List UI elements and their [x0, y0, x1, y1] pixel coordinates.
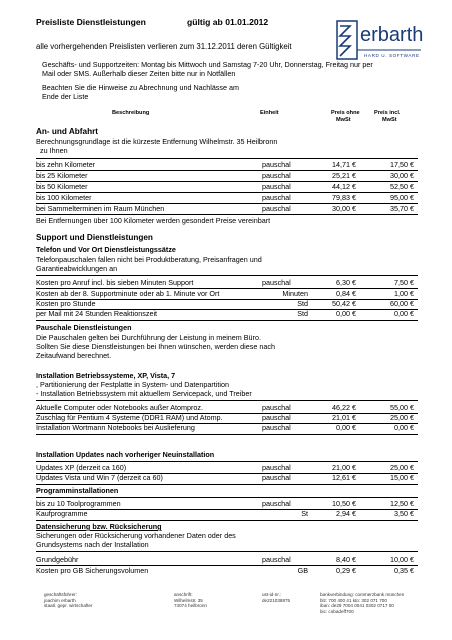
row-desc: Kosten ab der 8. Supportminute oder ab 1. Minute vor Ort [36, 289, 220, 298]
row-unit: pauschal [262, 278, 291, 287]
footer-text: staatl. gepr. wirtschafter [44, 603, 93, 609]
footer-text: bic: cobadeff700 [320, 608, 354, 614]
row-net: 44,12 € [332, 182, 356, 191]
backup-title: Datensicherung bzw. Rücksicherung [36, 522, 162, 531]
row-desc: bis 25 Kilometer [36, 171, 88, 180]
validity-notice: alle vorhergehenden Preislisten verlieren zum 31.12.2011 deren Gültigkeit [36, 42, 292, 51]
valid-date: gültig ab 01.01.2012 [187, 17, 269, 27]
table-rule [36, 484, 418, 485]
row-desc: Aktuelle Computer oder Notebooks außer Atomproz. [36, 403, 203, 412]
travel-note-1: Berechnungsgrundlage ist die kürzeste Entfernung Wilhelmstr. 35 Heilbronn [36, 137, 278, 146]
row-unit: pauschal [262, 473, 291, 482]
row-unit: Std [297, 299, 308, 308]
row-gross: 12,50 € [390, 499, 414, 508]
col-header-unit: Einheit [260, 110, 279, 116]
row-gross: 0,35 € [394, 566, 414, 575]
row-desc: bis zehn Kilometer [36, 160, 96, 169]
programs-title: Programminstallationen [36, 486, 119, 495]
row-desc: Kosten pro Anruf incl. bis sieben Minuten Support [36, 278, 194, 287]
row-gross: 7,50 € [394, 278, 414, 287]
col-header-net: Preis ohne [331, 110, 360, 116]
table-rule [36, 158, 418, 159]
support-hours-line1: Geschäfts- und Supportzeiten: Montag bis Mittwoch und Samstag 7-20 Uhr, Donnerstag, Freitag nur per [42, 60, 373, 69]
table-rule [36, 170, 418, 171]
table-rule [36, 192, 418, 193]
row-gross: 25,00 € [390, 413, 414, 422]
table-rule [36, 400, 418, 401]
row-net: 14,71 € [332, 160, 356, 169]
row-unit: pauschal [262, 182, 291, 191]
table-rule [36, 509, 418, 510]
footer-text: 74074 heilbronn [174, 603, 207, 609]
row-desc: bis 100 Kilometer [36, 193, 92, 202]
row-net: 21,01 € [332, 413, 356, 422]
row-desc: Updates XP (derzeit ca 160) [36, 463, 127, 472]
row-net: 6,30 € [336, 278, 356, 287]
row-gross: 17,50 € [390, 160, 414, 169]
row-net: 21,00 € [332, 463, 356, 472]
row-unit: pauschal [262, 423, 291, 432]
row-gross: 10,00 € [390, 555, 414, 564]
table-rule [36, 275, 418, 276]
page-title: Preisliste Dienstleistungen [36, 17, 146, 27]
row-unit: pauschal [262, 413, 291, 422]
backup-note-2: Grundsystems nach der Installation [36, 540, 149, 549]
footer-text: geschäftsführer: [44, 592, 77, 597]
travel-note-2: zu Ihnen [40, 146, 68, 155]
footer-bank [320, 592, 404, 614]
footer-manager [44, 592, 93, 609]
row-net: 46,22 € [332, 403, 356, 412]
footer-text: ust-id-nr.: [262, 592, 282, 597]
onsite-note-1: Telefonpauschalen fallen nicht bei Produktberatung, Preisanfragen und [36, 255, 262, 264]
row-unit: Minuten [282, 289, 308, 298]
row-desc: bis zu 10 Toolprogrammen [36, 499, 121, 508]
row-net: 50,42 € [332, 299, 356, 308]
row-net: 2,94 € [336, 509, 356, 518]
row-unit: pauschal [262, 555, 291, 564]
flat-note-2: Sollten Sie diese Dienstleistungen bei Ihnen wünschen, werden diese nach [36, 342, 275, 351]
row-net: 8,40 € [336, 555, 356, 564]
row-unit: pauschal [262, 499, 291, 508]
table-rule [36, 214, 418, 215]
row-gross: 15,00 € [390, 473, 414, 482]
col-header-gross: Preis incl. [374, 110, 401, 116]
table-rule [36, 461, 418, 462]
table-rule [36, 434, 418, 435]
onsite-note-2: Garantieabwicklungen an [36, 264, 118, 273]
footer-text: joachim erbarth [44, 597, 76, 603]
travel-footnote: Bei Entfernungen über 100 Kilometer werden gesondert Preise vereinbart [36, 216, 271, 225]
row-net: 10,50 € [332, 499, 356, 508]
install-note-1: , Partitionierung der Festplatte in System- und Datenpartition [36, 380, 229, 389]
onsite-title: Telefon und Vor Ort Dienstleistungssätze [36, 245, 176, 254]
row-desc: per Mail mit 24 Stunden Reaktionszeit [36, 309, 158, 318]
footer-text: de221038875 [262, 597, 291, 603]
row-desc: bei Sammelterminen im Raum München [36, 204, 165, 213]
row-unit: St [301, 509, 308, 518]
row-unit: pauschal [262, 193, 291, 202]
billing-hint-line1: Beachten Sie die Hinweise zu Abrechnung und Nachlässe am [42, 83, 239, 92]
col-header-desc: Beschreibung [112, 110, 150, 116]
install-note-2: - Installation Betriebssystem mit aktuellem Servicepack, und Treiber [36, 389, 252, 398]
row-desc: Updates Vista und Win 7 (derzeit ca 60) [36, 473, 163, 482]
row-net: 25,21 € [332, 171, 356, 180]
row-gross: 0,00 € [394, 423, 414, 432]
row-unit: pauschal [262, 403, 291, 412]
billing-hint-line2: Ende der Liste [42, 92, 89, 101]
row-net: 30,00 € [332, 204, 356, 213]
flat-title: Pauschale Dienstleistungen [36, 323, 132, 332]
table-rule [36, 497, 418, 498]
row-net: 0,29 € [336, 566, 356, 575]
section-support-title: Support und Dienstleistungen [36, 233, 153, 242]
install-title: Installation Betriebssysteme, XP, Vista, 7 [36, 371, 176, 380]
support-hours-line2: Mail oder SMS. Außerhalb dieser Zeiten bitte nur in Notfällen [42, 69, 236, 78]
company-logo [336, 20, 422, 60]
row-gross: 0,00 € [394, 309, 414, 318]
row-unit: pauschal [262, 204, 291, 213]
row-gross: 55,00 € [390, 403, 414, 412]
flat-note-3: Zeitaufwand berechnet. [36, 351, 112, 360]
table-rule [36, 181, 418, 182]
row-gross: 35,70 € [390, 204, 414, 213]
table-rule [36, 551, 418, 552]
row-desc: Zuschlag für Pentium 4 Systeme (DDR1 RAM) und Atomp. [36, 413, 223, 422]
footer-text: Wilhelmstr. 35 [174, 597, 203, 603]
backup-note-1: Sicherungen oder Rücksicherung vorhandener Daten oder des [36, 531, 236, 540]
flat-note-1: Die Pauschalen gelten bei Durchführung der Leistung in meinem Büro. [36, 333, 261, 342]
row-gross: 52,50 € [390, 182, 414, 191]
row-desc: Grundgebühr [36, 555, 79, 564]
footer-text: bankverbindung: commerzbank münchen [320, 592, 405, 597]
footer-text: iban: de29 7004 0041 0302 0717 00 [320, 603, 394, 609]
footer-vat [262, 592, 290, 603]
row-desc: bis 50 Kilometer [36, 182, 88, 191]
table-rule [36, 320, 418, 321]
row-gross: 25,00 € [390, 463, 414, 472]
row-gross: 60,00 € [390, 299, 414, 308]
row-unit: Std [297, 309, 308, 318]
row-net: 0,00 € [336, 309, 356, 318]
section-travel-title: An- und Abfahrt [36, 127, 98, 136]
col-header-gross-2: MwSt [382, 117, 397, 123]
table-rule [36, 520, 418, 521]
footer-text: blz: 700 400 41 kto: 302 071 700 [320, 597, 387, 603]
row-gross: 1,00 € [394, 289, 414, 298]
row-gross: 3,50 € [394, 509, 414, 518]
logo-tagline: HARD U. SOFTWARE [364, 53, 420, 58]
row-gross: 95,00 € [390, 193, 414, 202]
footer-text: anschrift: [174, 592, 193, 597]
row-desc: Installation Wortmann Notebooks bei Auslieferung [36, 423, 195, 432]
row-unit: pauschal [262, 160, 291, 169]
row-unit: pauschal [262, 463, 291, 472]
row-desc: Kosten pro GB Sicherungsvolumen [36, 566, 149, 575]
row-net: 0,84 € [336, 289, 356, 298]
updates-title: Installation Updates nach vorheriger Neuinstallation [36, 450, 215, 459]
row-unit: GB [297, 566, 308, 575]
row-net: 79,83 € [332, 193, 356, 202]
row-net: 12,61 € [332, 473, 356, 482]
row-unit: pauschal [262, 171, 291, 180]
col-header-net-2: MwSt [336, 117, 351, 123]
footer-address [174, 592, 207, 609]
row-gross: 30,00 € [390, 171, 414, 180]
row-desc: Kosten pro Stunde [36, 299, 96, 308]
row-net: 0,00 € [336, 423, 356, 432]
logo-wordmark: erbarth [360, 24, 424, 46]
row-desc: Kaufprogramme [36, 509, 88, 518]
